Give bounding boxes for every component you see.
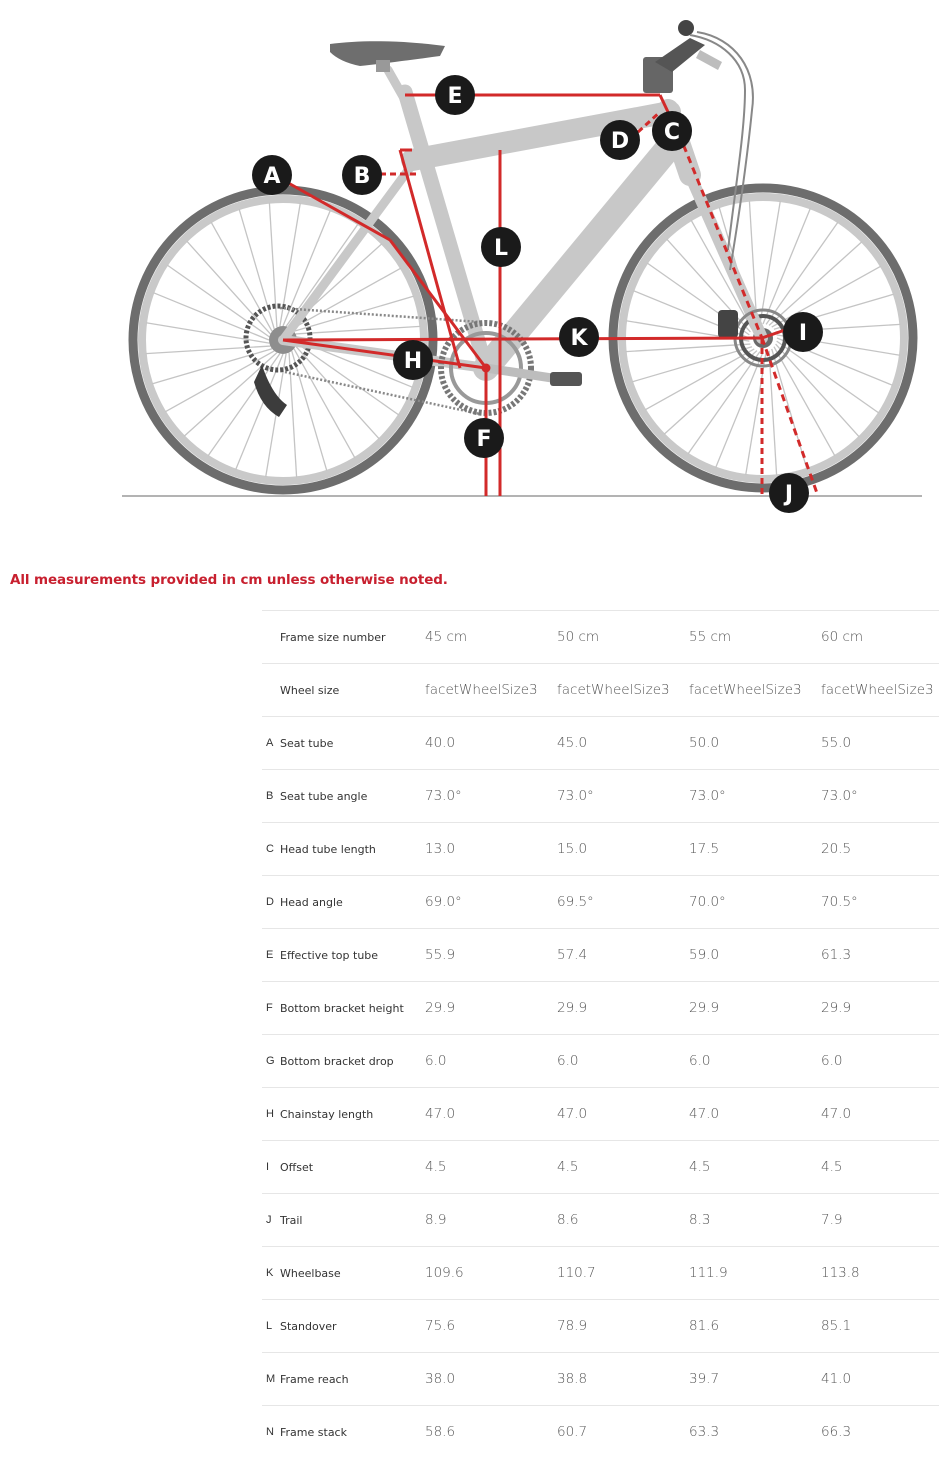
row-label: Bottom bracket height xyxy=(280,982,425,1035)
row-value: 4.5 xyxy=(557,1141,689,1194)
table-row xyxy=(262,1247,939,1300)
row-value: 40.0 xyxy=(425,717,557,770)
table-row xyxy=(262,717,939,770)
row-label: Frame reach xyxy=(280,1353,425,1406)
table-header-row xyxy=(262,664,939,717)
row-value: 47.0 xyxy=(557,1088,689,1141)
row-label: Chainstay length xyxy=(280,1088,425,1141)
row-value: 73.0° xyxy=(557,770,689,823)
svg-text:E: E xyxy=(447,84,462,109)
table-row xyxy=(262,1035,939,1088)
row-value: 8.6 xyxy=(557,1194,689,1247)
row-label: Frame stack xyxy=(280,1406,425,1458)
saddle xyxy=(330,41,445,72)
row-value: 50 cm xyxy=(557,611,689,664)
badge-f xyxy=(464,418,504,458)
row-letter: M xyxy=(262,1353,280,1406)
row-value: 38.0 xyxy=(425,1353,557,1406)
row-value: 50.0 xyxy=(689,717,821,770)
row-letter: I xyxy=(262,1141,280,1194)
row-value: 73.0° xyxy=(821,770,939,823)
badge-i xyxy=(783,312,823,352)
measurement-note: All measurements provided in cm unless otherwise noted. xyxy=(10,572,448,588)
badge-j xyxy=(769,473,809,513)
row-value: 4.5 xyxy=(689,1141,821,1194)
row-value: 29.9 xyxy=(821,982,939,1035)
row-value: facetWheelSize3 xyxy=(689,664,821,717)
row-value: 8.9 xyxy=(425,1194,557,1247)
table-row xyxy=(262,1406,939,1458)
svg-text:D: D xyxy=(611,129,629,154)
table-row xyxy=(262,1141,939,1194)
svg-text:J: J xyxy=(783,482,793,507)
row-value: 55.0 xyxy=(821,717,939,770)
row-label: Frame size number xyxy=(280,611,425,664)
row-letter: F xyxy=(262,982,280,1035)
row-label: Head angle xyxy=(280,876,425,929)
row-value: 78.9 xyxy=(557,1300,689,1353)
row-value: 60.7 xyxy=(557,1406,689,1458)
badge-l xyxy=(481,227,521,267)
row-value: 70.0° xyxy=(689,876,821,929)
row-value: 38.8 xyxy=(557,1353,689,1406)
row-value: 13.0 xyxy=(425,823,557,876)
badge-h xyxy=(393,340,433,380)
table-row xyxy=(262,770,939,823)
row-letter: N xyxy=(262,1406,280,1458)
row-value: 45 cm xyxy=(425,611,557,664)
row-value: 69.0° xyxy=(425,876,557,929)
row-letter: G xyxy=(262,1035,280,1088)
row-value: 57.4 xyxy=(557,929,689,982)
row-value: 75.6 xyxy=(425,1300,557,1353)
table-row xyxy=(262,1300,939,1353)
row-label: Bottom bracket drop xyxy=(280,1035,425,1088)
svg-text:F: F xyxy=(476,427,491,452)
row-value: 15.0 xyxy=(557,823,689,876)
svg-text:I: I xyxy=(799,321,807,346)
row-label: Offset xyxy=(280,1141,425,1194)
badge-e xyxy=(435,75,475,115)
bike-geometry-diagram xyxy=(0,0,939,520)
row-value: 70.5° xyxy=(821,876,939,929)
row-value: 4.5 xyxy=(425,1141,557,1194)
row-value: 47.0 xyxy=(821,1088,939,1141)
row-label: Wheelbase xyxy=(280,1247,425,1300)
table-row xyxy=(262,823,939,876)
geometry-table xyxy=(262,610,939,1458)
svg-text:L: L xyxy=(494,236,508,261)
row-value: 81.6 xyxy=(689,1300,821,1353)
row-value: 6.0 xyxy=(821,1035,939,1088)
row-label: Seat tube xyxy=(280,717,425,770)
row-label: Trail xyxy=(280,1194,425,1247)
row-value: 39.7 xyxy=(689,1353,821,1406)
row-value: 7.9 xyxy=(821,1194,939,1247)
row-label: Head tube length xyxy=(280,823,425,876)
row-value: 69.5° xyxy=(557,876,689,929)
row-letter: C xyxy=(262,823,280,876)
row-value: 41.0 xyxy=(821,1353,939,1406)
svg-text:B: B xyxy=(354,164,371,189)
row-letter: J xyxy=(262,1194,280,1247)
row-value: 66.3 xyxy=(821,1406,939,1458)
row-value: 47.0 xyxy=(425,1088,557,1141)
table-row xyxy=(262,982,939,1035)
row-value: 109.6 xyxy=(425,1247,557,1300)
row-value: 4.5 xyxy=(821,1141,939,1194)
row-value: 58.6 xyxy=(425,1406,557,1458)
row-value: 20.5 xyxy=(821,823,939,876)
table-header-row xyxy=(262,611,939,664)
row-value: 6.0 xyxy=(425,1035,557,1088)
row-value: 45.0 xyxy=(557,717,689,770)
row-value: 59.0 xyxy=(689,929,821,982)
badge-b xyxy=(342,155,382,195)
row-letter xyxy=(262,611,280,664)
row-value: 85.1 xyxy=(821,1300,939,1353)
badge-k xyxy=(559,317,599,357)
table-row xyxy=(262,1194,939,1247)
row-letter: H xyxy=(262,1088,280,1141)
row-value: 55.9 xyxy=(425,929,557,982)
row-value: 6.0 xyxy=(689,1035,821,1088)
row-value: 111.9 xyxy=(689,1247,821,1300)
row-letter: A xyxy=(262,717,280,770)
row-value: 29.9 xyxy=(557,982,689,1035)
row-value: 29.9 xyxy=(689,982,821,1035)
row-letter: L xyxy=(262,1300,280,1353)
table-row xyxy=(262,876,939,929)
row-label: Standover xyxy=(280,1300,425,1353)
row-value: 55 cm xyxy=(689,611,821,664)
row-value: facetWheelSize3 xyxy=(821,664,939,717)
row-value: 47.0 xyxy=(689,1088,821,1141)
row-value: 73.0° xyxy=(689,770,821,823)
row-value: 110.7 xyxy=(557,1247,689,1300)
svg-text:A: A xyxy=(263,164,280,189)
row-value: 63.3 xyxy=(689,1406,821,1458)
row-label: Seat tube angle xyxy=(280,770,425,823)
row-label: Effective top tube xyxy=(280,929,425,982)
row-letter: D xyxy=(262,876,280,929)
row-label: Wheel size xyxy=(280,664,425,717)
table-row xyxy=(262,929,939,982)
svg-text:C: C xyxy=(664,120,680,145)
svg-text:K: K xyxy=(570,326,588,351)
table-row xyxy=(262,1088,939,1141)
row-letter: E xyxy=(262,929,280,982)
row-value: 73.0° xyxy=(425,770,557,823)
badge-d xyxy=(600,120,640,160)
row-letter: B xyxy=(262,770,280,823)
row-value: facetWheelSize3 xyxy=(425,664,557,717)
row-value: 113.8 xyxy=(821,1247,939,1300)
row-letter xyxy=(262,664,280,717)
row-letter: K xyxy=(262,1247,280,1300)
badge-a xyxy=(252,155,292,195)
svg-text:H: H xyxy=(404,349,422,374)
row-value: facetWheelSize3 xyxy=(557,664,689,717)
row-value: 29.9 xyxy=(425,982,557,1035)
badge-c xyxy=(652,111,692,151)
row-value: 6.0 xyxy=(557,1035,689,1088)
table-row xyxy=(262,1353,939,1406)
row-value: 17.5 xyxy=(689,823,821,876)
row-value: 8.3 xyxy=(689,1194,821,1247)
row-value: 61.3 xyxy=(821,929,939,982)
row-value: 60 cm xyxy=(821,611,939,664)
